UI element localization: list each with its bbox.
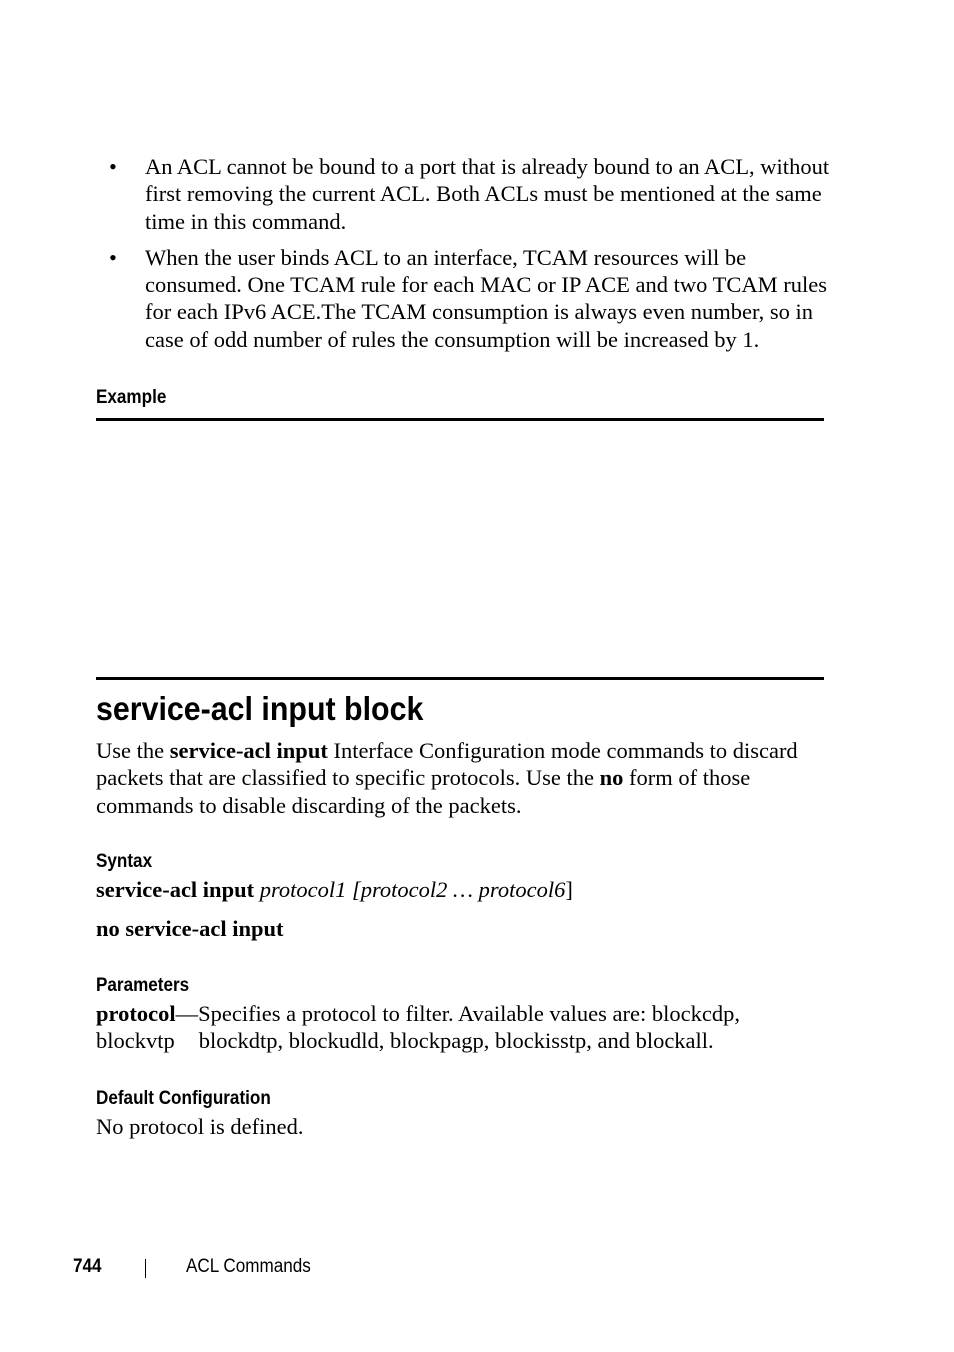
syntax-heading: Syntax	[96, 851, 153, 872]
page-number: 744	[73, 1256, 102, 1277]
example-heading: Example	[96, 387, 167, 408]
syntax-no-line	[96, 915, 831, 942]
intro-paragraph	[96, 737, 831, 819]
intro-no-keyword: no	[599, 765, 624, 791]
parameter-values: blockdtp, blockudld, blockpagp, blockisstp, and blockall.	[198, 1028, 714, 1054]
parameters-paragraph	[96, 1000, 831, 1055]
parameter-value: blockvtp	[96, 1028, 175, 1054]
syntax-args: protocol1 [protocol2 … protocol6	[259, 877, 566, 902]
bullet-icon: •	[109, 244, 117, 270]
list-item	[96, 244, 836, 353]
syntax-line	[96, 876, 831, 903]
page-title: service-acl input block	[96, 690, 424, 727]
list-item	[96, 153, 836, 235]
syntax-bracket: ]	[565, 877, 573, 902]
syntax-no-command: no service-acl input	[96, 916, 284, 941]
intro-command: service-acl input	[169, 738, 328, 763]
bullet-text: An ACL cannot be bound to a port that is already bound to an ACL, without first removing the current ACL. Both ACLs must be mentioned at the same time in this command.	[145, 154, 830, 234]
parameter-description: —Specifies a protocol to filter. Available values are: blockcdp,	[175, 1001, 740, 1026]
intro-text: Interface Configuration mode commands to discard packets that are classified to specific protocols. Use the	[96, 738, 798, 791]
section-divider	[96, 677, 824, 680]
bullet-icon: •	[109, 154, 117, 179]
intro-text: Use the	[96, 738, 170, 763]
syntax-command: service-acl input	[96, 877, 255, 902]
footer-section-title: ACL Commands	[186, 1256, 311, 1277]
parameter-name: protocol	[96, 1001, 176, 1026]
example-divider	[96, 418, 824, 421]
bullet-text: When the user binds ACL to an interface, TCAM resources will be consumed. One TCAM rule for each MAC or IP ACE and two TCAM rules for each IPv6 ACE.The TCAM consumption is always even number, so in case of odd number of rules the consumption will be increased by 1.	[145, 244, 827, 352]
default-config-text: No protocol is defined.	[96, 1114, 304, 1139]
default-config-heading: Default Configuration	[96, 1088, 271, 1109]
bullet-list	[96, 153, 836, 362]
parameters-heading: Parameters	[96, 975, 190, 996]
footer-divider	[145, 1259, 146, 1278]
intro-text: form of those commands to disable discarding of the packets.	[96, 765, 751, 818]
